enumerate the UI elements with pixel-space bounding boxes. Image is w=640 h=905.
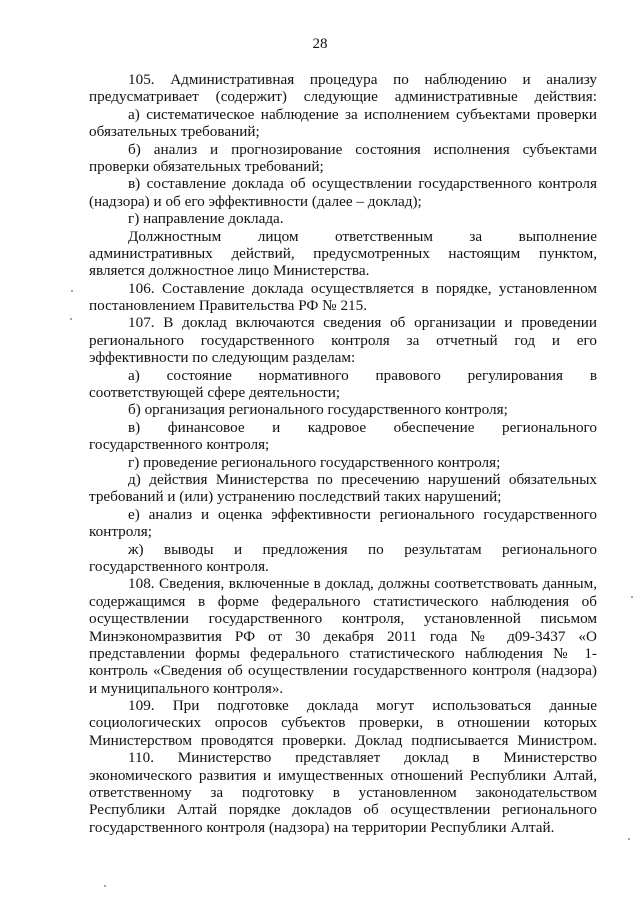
text-line: в) финансовое и кадровое обеспечение регионального bbox=[128, 418, 597, 436]
text-line: государственного контроля (надзора) на территории Республики Алтай. bbox=[89, 818, 555, 836]
text-line: а) систематическое наблюдение за исполнением субъектами проверки bbox=[128, 105, 597, 123]
text-line: д) действия Министерства по пресечению нарушений обязательных bbox=[128, 470, 597, 488]
text-line: предусматривает (содержит) следующие административные действия: bbox=[89, 88, 597, 106]
text-line: 108. Сведения, включенные в доклад, должны соответствовать данным, bbox=[128, 575, 597, 593]
text-line: постановлением Правительства РФ № 215. bbox=[89, 297, 368, 315]
text-line: государственного контроля; bbox=[89, 436, 270, 454]
text-line: Должностным лицом ответственным за выполнение bbox=[128, 227, 597, 245]
text-line: Минэкономразвития РФ от 30 декабря 2011 года № д09-3437 «О bbox=[89, 627, 597, 645]
text-line: административных действий, предусмотренных настоящим пунктом, bbox=[89, 244, 597, 262]
document-body bbox=[89, 71, 597, 836]
text-line: в) составление доклада об осуществлении государственного контроля bbox=[128, 175, 597, 193]
text-line: 106. Составление доклада осуществляется в порядке, установленном bbox=[128, 279, 597, 297]
text-line: государственного контроля. bbox=[89, 557, 269, 575]
text-line: эффективности по следующим разделам: bbox=[89, 349, 356, 367]
text-line: социологических опросов субъектов проверки, в отношении которых bbox=[89, 714, 597, 732]
scan-speck bbox=[628, 838, 630, 840]
text-line: экономического развития и имущественных отношений Республики Алтай, bbox=[89, 766, 597, 784]
scan-speck bbox=[104, 885, 106, 887]
text-line: является должностное лицо Министерства. bbox=[89, 262, 370, 280]
text-line: контроль «Сведения об осуществлении государственного контроля (надзора) bbox=[89, 662, 597, 680]
text-line: 110. Министерство представляет доклад в Министерство bbox=[128, 749, 597, 767]
scan-speck bbox=[70, 318, 72, 320]
text-line: контроля; bbox=[89, 523, 152, 541]
text-line: Министерством проводятся проверки. Доклад подписывается Министром. bbox=[89, 731, 597, 749]
text-line: б) организация регионального государственного контроля; bbox=[128, 401, 508, 419]
text-line: 109. При подготовке доклада могут использоваться данные bbox=[128, 697, 597, 715]
text-line: е) анализ и оценка эффективности регионального государственного bbox=[128, 505, 597, 523]
text-line: соответствующей сфере деятельности; bbox=[89, 384, 341, 402]
text-line: г) проведение регионального государственного контроля; bbox=[128, 453, 501, 471]
page-number: 28 bbox=[312, 36, 328, 52]
text-line: ответственному за подготовку в установленном законодательством bbox=[89, 784, 597, 802]
text-line: представлении формы федерального статистического наблюдения № 1- bbox=[89, 644, 597, 662]
text-line: Республики Алтай порядке докладов об осуществлении регионального bbox=[89, 801, 597, 819]
text-line: требований и (или) устранению последствий таких нарушений; bbox=[89, 488, 502, 506]
text-line: регионального государственного контроля за отчетный год и его bbox=[89, 331, 597, 349]
text-line: ж) выводы и предложения по результатам регионального bbox=[128, 540, 597, 558]
text-line: б) анализ и прогнозирование состояния исполнения субъектами bbox=[128, 140, 597, 158]
text-line: а) состояние нормативного правового регулирования в bbox=[128, 366, 597, 384]
text-line: осуществлении государственного контроля, установленной письмом bbox=[89, 610, 597, 628]
scan-speck bbox=[71, 290, 73, 292]
text-line: проверки обязательных требований; bbox=[89, 157, 324, 175]
text-line: 105. Административная процедура по наблюдению и анализу bbox=[128, 71, 597, 88]
text-line: и муниципального контроля». bbox=[89, 679, 284, 697]
text-line: обязательных требований; bbox=[89, 123, 260, 141]
text-line: (надзора) и об его эффективности (далее – доклад); bbox=[89, 192, 422, 210]
text-line: содержащимся в форме федерального статистического наблюдения об bbox=[89, 592, 597, 610]
scan-speck bbox=[631, 596, 633, 598]
text-line: г) направление доклада. bbox=[128, 210, 284, 228]
text-line: 107. В доклад включаются сведения об организации и проведении bbox=[128, 314, 597, 332]
